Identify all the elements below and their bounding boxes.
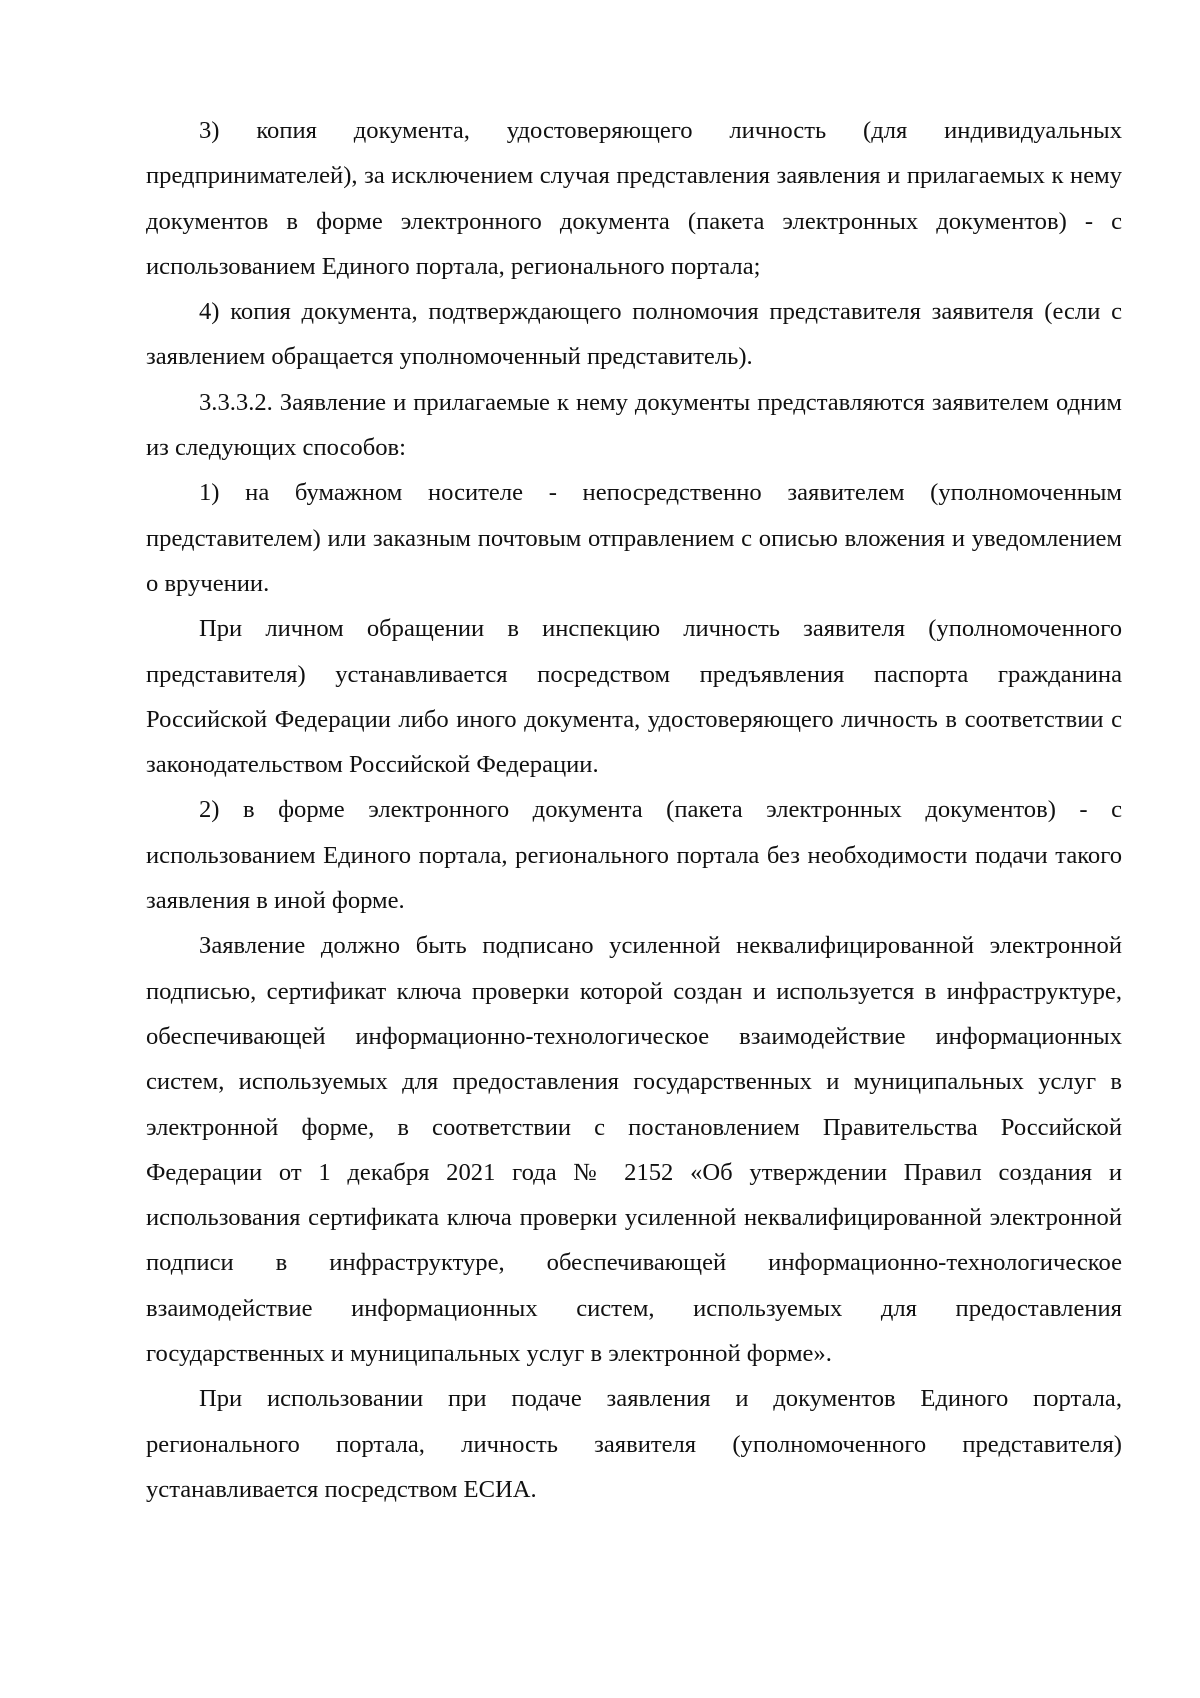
document-body <box>146 108 1122 1512</box>
paragraph-signature-requirements: Заявление должно быть подписано усиленной неквалифицированной электронной подписью, сертификат ключа проверки которой создан и используется в инфраструктуре, обеспечивающей информационно-технологическое взаимодействие информационных систем, используемых для предоставления государственных и муниципальных услуг в электронной форме, в соответствии с постановлением Правительства Российской Федерации от 1 декабря 2021 года № 2152 «Об утверждении Правил создания и использования сертификата ключа проверки усиленной неквалифицированной электронной подписи в инфраструктуре, обеспечивающей информационно-технологическое взаимодействие информационных систем, используемых для предоставления государственных и муниципальных услуг в электронной форме». <box>146 932 1122 1368</box>
paragraph-method-2-electronic: 2) в форме электронного документа (пакета электронных документов) - с использованием Единого портала, регионального портала без необходимости подачи такого заявления в иной форме. <box>146 796 1122 915</box>
paragraph-personal-visit: При личном обращении в инспекцию личность заявителя (уполномоченного представителя) устанавливается посредством предъявления паспорта гражданина Российской Федерации либо иного документа, удостоверяющего личность в соответствии с законодательством Российской Федерации. <box>146 615 1122 779</box>
paragraph-item-3-passport-copy: 3) копия документа, удостоверяющего личность (для индивидуальных предпринимателей), за исключением случая представления заявления и прилагаемых к нему документов в форме электронного документа (пакета электронных документов) - с использованием Единого портала, регионального портала; <box>146 117 1122 280</box>
paragraph-esia-identification: При использовании при подаче заявления и документов Единого портала, регионального портала, личность заявителя (уполномоченного представителя) устанавливается посредством ЕСИА. <box>146 1385 1122 1503</box>
paragraph-item-4-representative-authority: 4) копия документа, подтверждающего полномочия представителя заявителя (если с заявлением обращается уполномоченный представитель). <box>146 298 1122 371</box>
paragraph-method-1-paper: 1) на бумажном носителе - непосредственно заявителем (уполномоченным представителем) или заказным почтовым отправлением с описью вложения и уведомлением о вручении. <box>146 479 1122 597</box>
paragraph-section-3-3-3-2: 3.3.3.2. Заявление и прилагаемые к нему документы представляются заявителем одним из следующих способов: <box>146 388 1122 462</box>
